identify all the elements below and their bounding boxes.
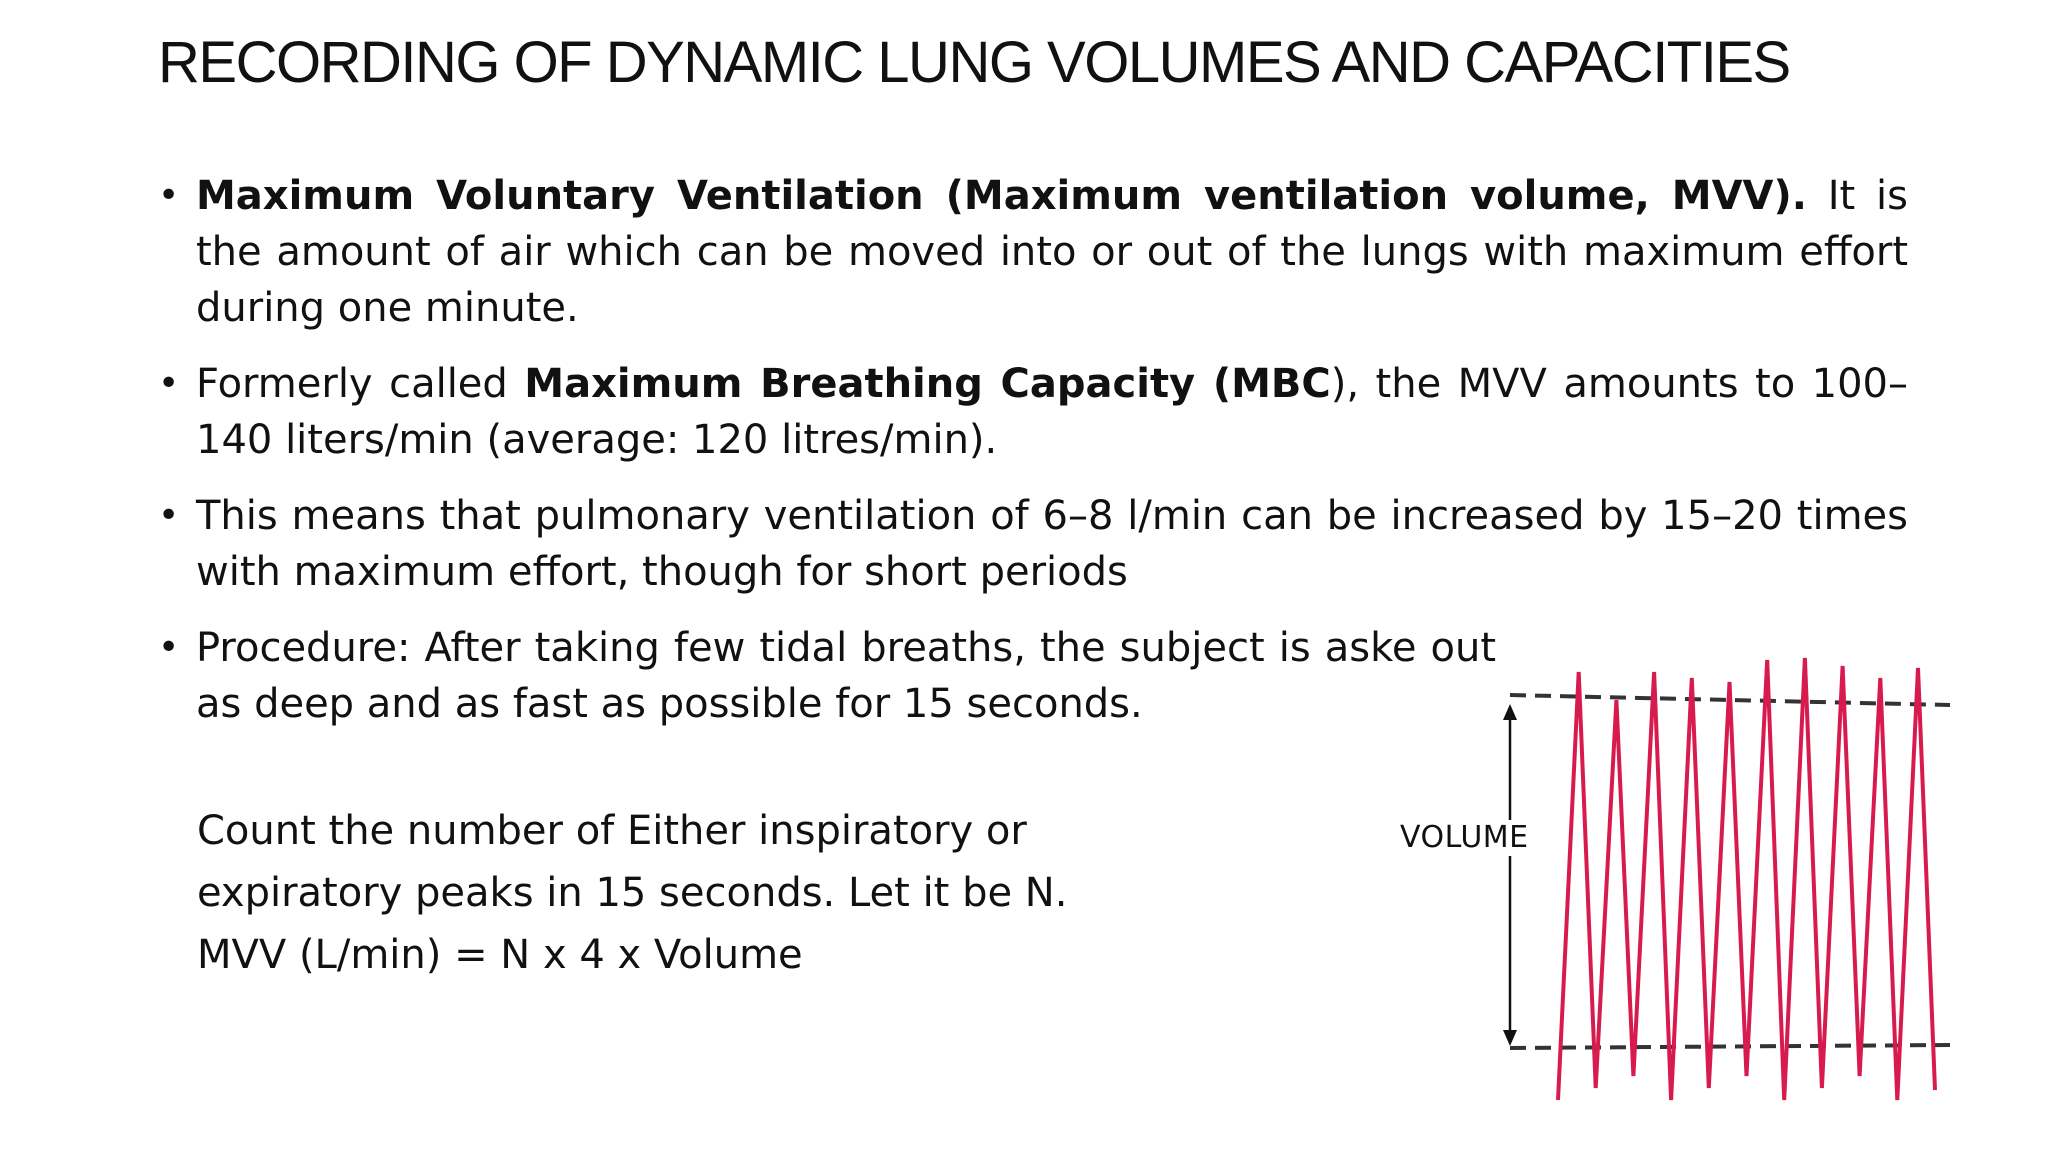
- volume-label: VOLUME: [1400, 820, 1529, 855]
- slide-title: RECORDING OF DYNAMIC LUNG VOLUMES AND CAPACITIES: [158, 30, 1790, 95]
- spirogram-trace: [1558, 658, 1935, 1100]
- formula-line-2: expiratory peaks in 15 seconds. Let it be N.: [197, 870, 1068, 916]
- mbc-term: Maximum Breathing Capacity (MBC: [524, 361, 1331, 407]
- bullet-dot: •: [158, 363, 180, 404]
- bullet-formerly-called: [158, 356, 1908, 468]
- spirogram-trace-line: [1558, 658, 1935, 1100]
- volume-arrow-head-up: [1503, 704, 1517, 720]
- volume-arrow-head-down: [1503, 1030, 1517, 1046]
- bullet-dot: •: [158, 495, 180, 536]
- lower-dashed-line: [1510, 1045, 1950, 1048]
- bullet-ventilation-increase: [158, 488, 1908, 600]
- procedure-text: Procedure: After taking few tidal breaths, the subject is aske out as deep and as fast as possible for 15 seconds.: [196, 625, 1496, 727]
- bullet-procedure: [158, 620, 1496, 732]
- mvv-definition-text: It is the amount of air which can be moved into or out of the lungs with maximum effort during one minute.: [196, 173, 1908, 331]
- formula-block: [197, 800, 1197, 986]
- formula-line-3: MVV (L/min) = N x 4 x Volume: [197, 932, 803, 978]
- formerly-post-text: ), the MVV amounts to 100–140 liters/min (average: 120 litres/min).: [196, 361, 1908, 463]
- bullet-mvv-definition: [158, 168, 1908, 336]
- mvv-spirogram-diagram: [1390, 630, 1950, 1130]
- spirogram-svg: [1390, 630, 1950, 1130]
- formerly-pre-text: Formerly called: [196, 361, 525, 407]
- mvv-term: Maximum Voluntary Ventilation (Maximum ventilation volume, MVV).: [196, 173, 1807, 219]
- ventilation-increase-text: This means that pulmonary ventilation of 6–8 l/min can be increased by 15–20 times with maximum effort, though for short periods: [196, 493, 1908, 595]
- formula-line-1: Count the number of Either inspiratory or: [197, 808, 1027, 854]
- bullet-dot: •: [158, 627, 180, 668]
- bullet-dot: •: [158, 175, 180, 216]
